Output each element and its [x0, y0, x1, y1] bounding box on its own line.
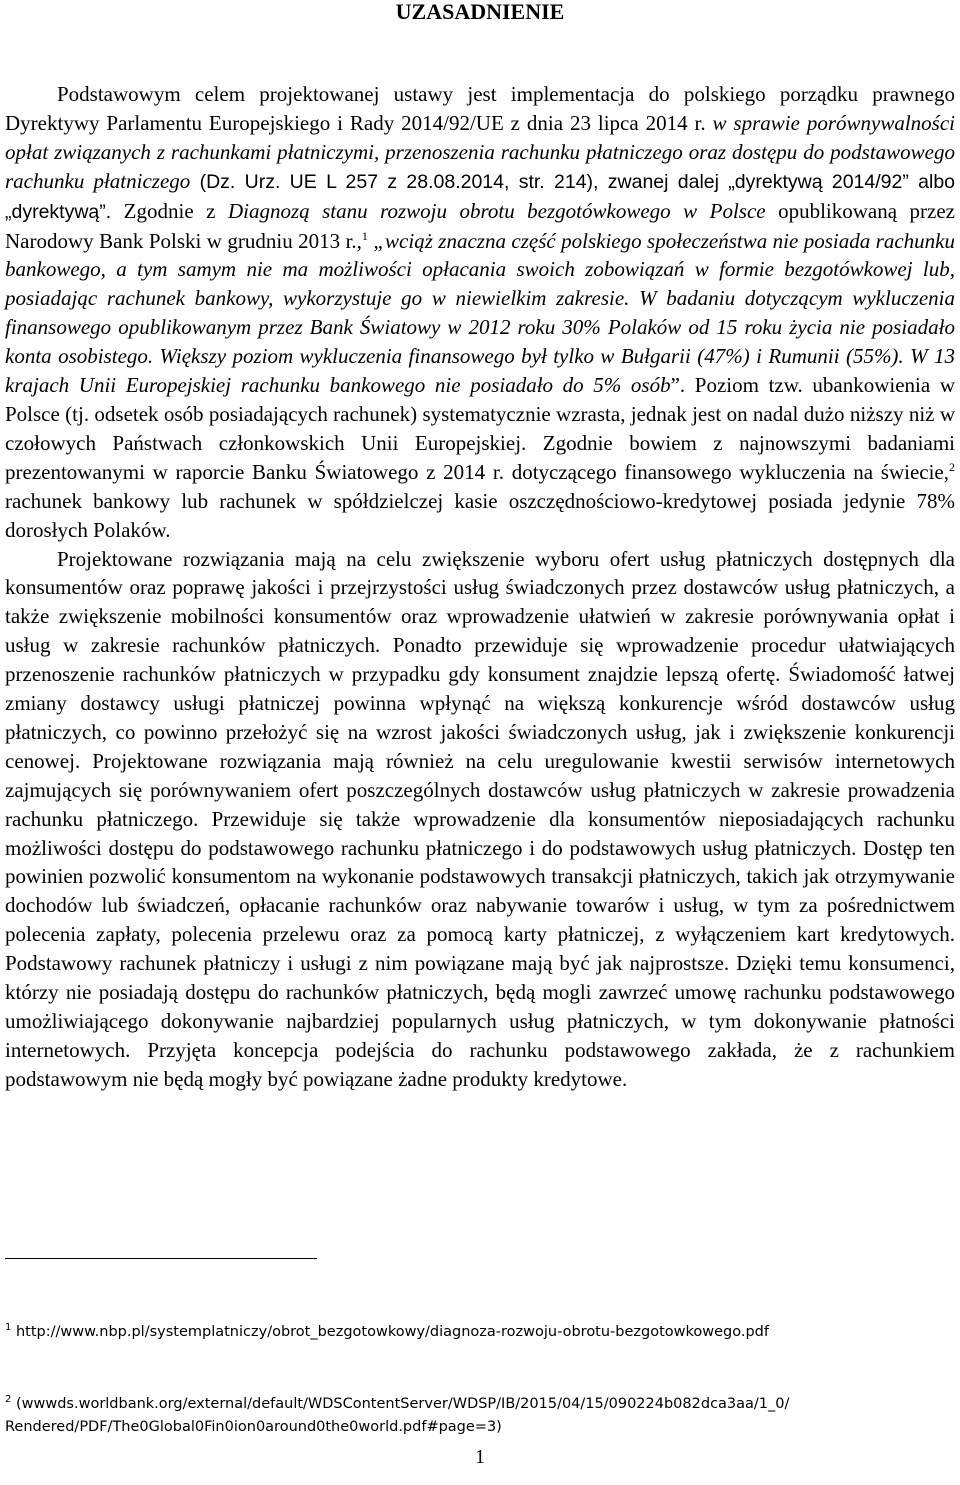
footnote-2-number: 2: [5, 1394, 12, 1406]
paragraph-1: [5, 80, 955, 545]
p1-ending: rachunek bankowy lub rachunek w spółdzielczej kasie oszczędnościowo-kredytowej posiada jedynie 78% dorosłych Polaków.: [5, 488, 955, 542]
footnote-1-number: 1: [5, 1322, 12, 1334]
document-title: UZASADNIENIE: [395, 0, 565, 24]
p1-continuation: ”. Poziom tzw. ubankowienia w Polsce (tj. odsetek osób posiadających rachunek) systematycznie wzrasta, jednak jest on nadal dużo niższy niż w czołowych Państwach członkowskich Unii Europejskiej. Zgodnie bowiem z najnowszymi badaniami prezentowanymi w raporcie Banku Światowego z 2014 r. dotyczącego finansowego wykluczenia na świecie,: [5, 373, 955, 484]
footnote-separator: [5, 1258, 317, 1259]
footnote-2-link[interactable]: (wwwds.worldbank.org/external/default/WDSContentServer/WDSP/IB/2015/04/15/090224b082dca3aa/1_0/ Rendered/PDF/The0Global0Fin0ion0around0the0world.pdf#page=3): [5, 1396, 790, 1435]
p1-report-title: Diagnozą stanu rozwoju obrotu bezgotówkowego w Polsce: [227, 198, 766, 223]
footnote-ref-1: 1: [361, 228, 368, 243]
page-number: 1: [475, 1446, 485, 1468]
document-body: [5, 80, 955, 1094]
p1-published: opublikowaną przez Narodowy Bank Polski w grudniu 2013 r.,: [5, 198, 956, 253]
footnote-2: [5, 1393, 960, 1439]
footnote-ref-2: 2: [949, 459, 955, 474]
p1-quote: „wciąż znaczna część polskiego społeczeństwa nie posiada rachunku bankowego, a tym samym nie ma możliwości opłacania swoich zobowiązań w formie bezgotówkowej lub, posiadając rachunek bankowy, wykorzystuje go w niewielkim zakresie. W badaniu dotyczącym wykluczenia finansowego opublikowanym przez Bank Światowy w 2012 roku 30% Polaków od 15 roku życia nie posiadało konta osobistego. Większy poziom wykluczenia finansowego był tylko w Bułgarii (47%) i Rumunii (55%). W 13 krajach Unii Europejskiej rachunku bankowego nie posiadało do 5% osób: [5, 228, 955, 398]
footnote-1-link[interactable]: http://www.nbp.pl/systemplatniczy/obrot_bezgotowkowy/diagnoza-rozwoju-obrotu-bezgotowkowego.pdf: [11, 1324, 769, 1340]
p1-citation: (Dz. Urz. UE L 257 z 28.08.2014, str. 214), zwanej dalej „dyrektywą 2014/92” albo „dyrektywą”.: [5, 170, 956, 223]
p1-according: Zgodnie z: [111, 198, 228, 223]
footnote-1: [5, 1321, 960, 1344]
p1-intro: Podstawowym celem projektowanej ustawy jest implementacja do polskiego porządku prawnego Dyrektywy Parlamentu Europejskiego i Rady 2014/92/UE z dnia 23 lipca 2014 r.: [5, 82, 955, 135]
p1-directive-title: w sprawie porównywalności opłat związanych z rachunkami płatniczymi, przenoszenia rachunku płatniczego oraz dostępu do podstawowego rachunku płatniczego: [5, 110, 955, 193]
paragraph-2: Projektowane rozwiązania mają na celu zwiększenie wyboru ofert usług płatniczych dostępnych dla konsumentów oraz poprawę jakości i przejrzystości usług świadczonych przez dostawców usług płatniczych, a także zwiększenie mobilności konsumentów oraz wprowadzenie ułatwień w zakresie porównywania opłat i usług w zakresie rachunków płatniczych. Ponadto przewiduje się wprowadzenie procedur ułatwiających przenoszenie rachunków płatniczych w przypadku gdy konsument znajdzie lepszą ofertę. Świadomość łatwej zmiany dostawcy usługi płatniczej powinna wpłynąć na większą konkurencje wśród dostawców usług płatniczych, co powinno przełożyć się na wzrost jakości świadczonych usług, jak i zwiększenie konkurencji cenowej. Projektowane rozwiązania mają również na celu uregulowanie kwestii serwisów internetowych zajmujących się porównywaniem ofert poszczególnych dostawców usług płatniczych w zakresie prowadzenia rachunku płatniczego. Przewiduje się także wprowadzenie dla konsumentów nieposiadających rachunku możliwości dostępu do podstawowego rachunku płatniczego i do podstawowych usług płatniczych. Dostęp ten powinien pozwolić konsumentom na wykonanie podstawowych transakcji płatniczych, takich jak otrzymywanie dochodów lub świadczeń, opłacanie rachunków oraz nabywanie towarów i usług, w tym za pośrednictwem polecenia zapłaty, polecenia przelewu oraz za pomocą karty płatniczej, z wyłączeniem kart kredytowych. Podstawowy rachunek płatniczy i usługi z nim powiązane mają być jak najprostsze. Dzięki temu konsumenci, którzy nie posiadają dostępu do rachunków płatniczych, będą mogli zawrzeć umowę rachunku podstawowego umożliwiającego dokonywanie najbardziej popularnych usług płatniczych, w tym dokonywanie płatności internetowych. Przyjęta koncepcja podejścia do rachunku podstawowego zakłada, że z rachunkiem podstawowym nie będą mogły być powiązane żadne produkty kredytowe.: [5, 546, 955, 1091]
